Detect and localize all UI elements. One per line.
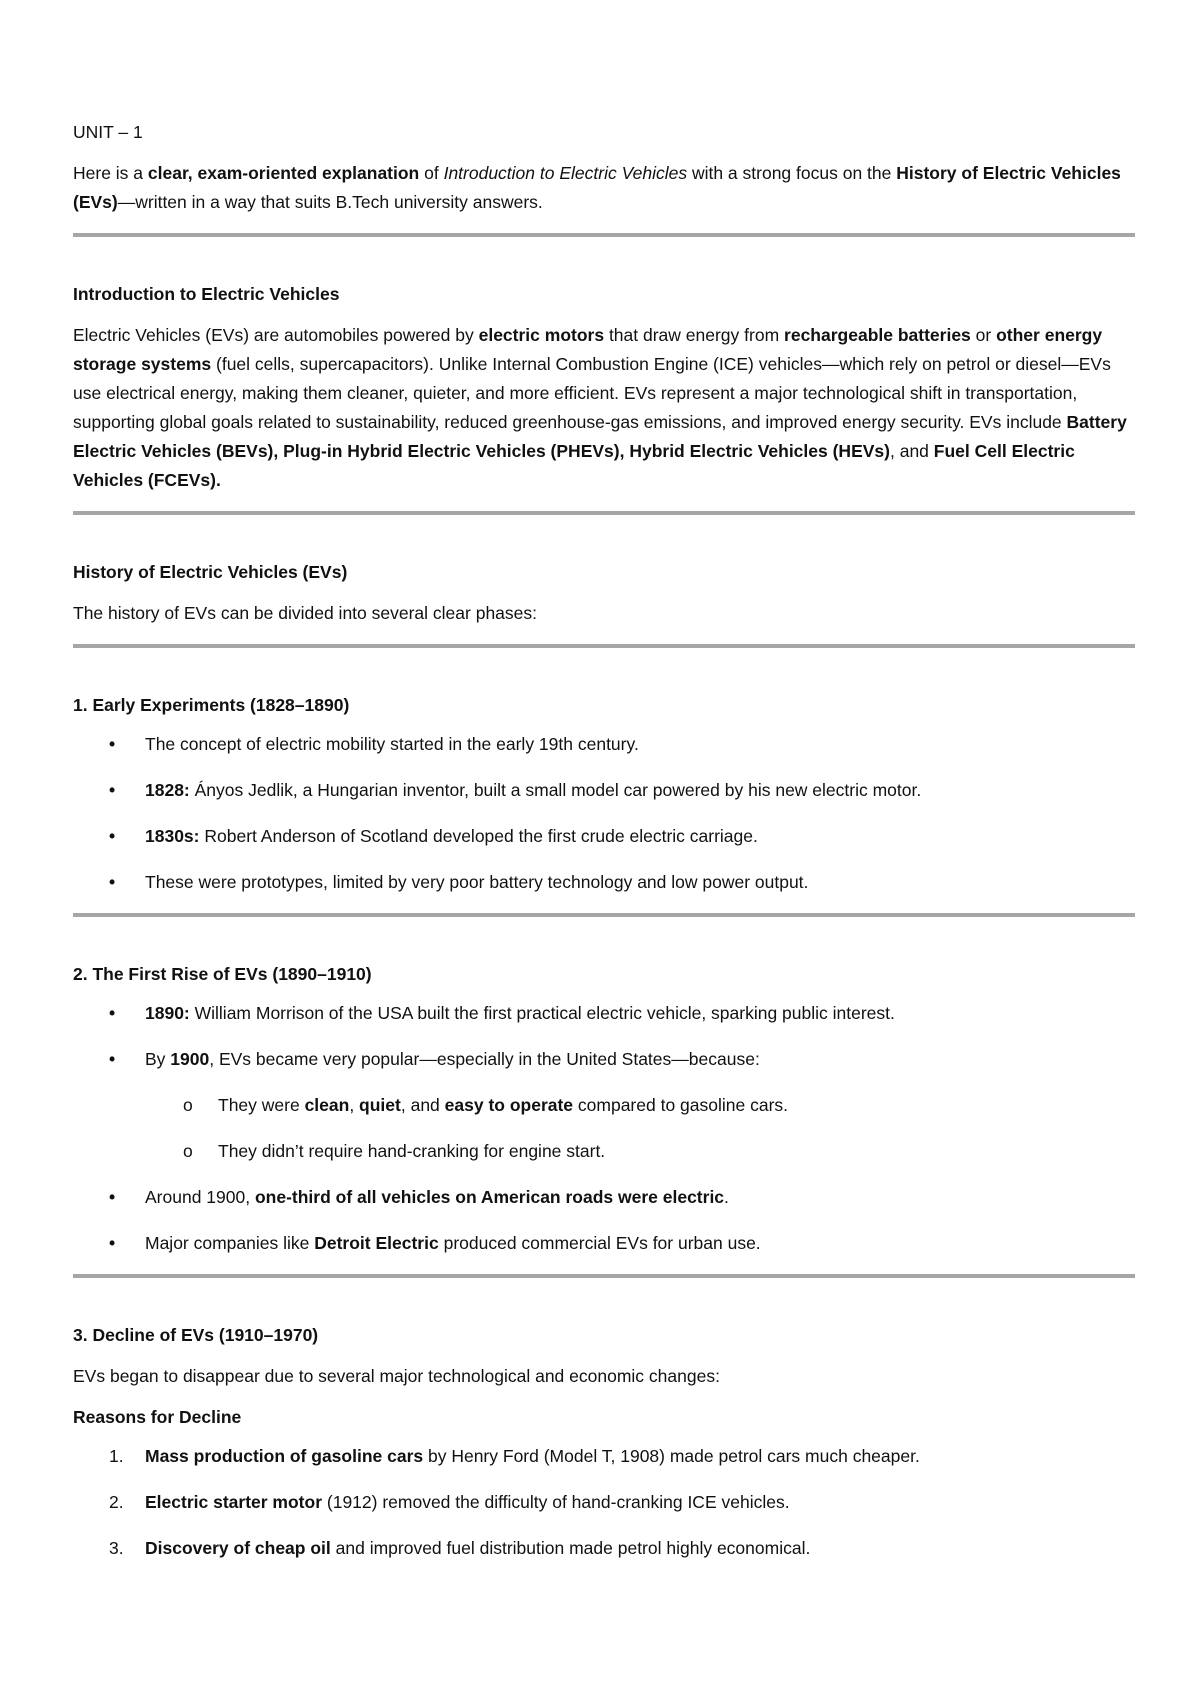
reasons-heading: Reasons for Decline	[73, 1407, 242, 1427]
history-intro-text: The history of EVs can be divided into several clear phases:	[73, 603, 537, 623]
list-item: • These were prototypes, limited by very poor battery technology and low power output.	[73, 868, 1132, 897]
phase2-heading: 2. The First Rise of EVs (1890–1910)	[73, 964, 372, 984]
divider	[73, 1274, 1135, 1278]
sub-bullet-icon: o	[183, 1095, 193, 1115]
reasons-list	[73, 1442, 1132, 1563]
bullet-icon: •	[109, 1003, 116, 1023]
unit-label: UNIT – 1	[73, 122, 143, 142]
divider	[73, 644, 1135, 648]
bullet-icon: •	[109, 1187, 116, 1207]
list-item: 3. Discovery of cheap oil and improved fuel distribution made petrol highly economical.	[73, 1534, 1132, 1563]
list-number: 3.	[109, 1538, 124, 1558]
divider	[73, 913, 1135, 917]
bullet-icon: •	[109, 1233, 116, 1253]
bullet-icon: •	[109, 1049, 116, 1069]
phase2-list	[73, 999, 1132, 1258]
divider	[73, 233, 1135, 237]
list-item: • By 1900, EVs became very popular—especially in the United States—because:	[73, 1045, 1132, 1074]
section-heading-introduction: Introduction to Electric Vehicles	[73, 284, 340, 304]
sub-bullet-icon: o	[183, 1141, 193, 1161]
list-item: • The concept of electric mobility started in the early 19th century.	[73, 730, 1132, 759]
phase3-text: EVs began to disappear due to several major technological and economic changes:	[73, 1366, 720, 1386]
bullet-icon: •	[109, 872, 116, 892]
phase1-list	[73, 730, 1132, 897]
list-item: • Major companies like Detroit Electric produced commercial EVs for urban use.	[73, 1229, 1132, 1258]
bullet-icon: •	[109, 826, 116, 846]
list-item: • 1830s: Robert Anderson of Scotland developed the first crude electric carriage.	[73, 822, 1132, 851]
sub-list-item: o They didn’t require hand-cranking for engine start.	[73, 1137, 1132, 1166]
intro-paragraph: Here is a clear, exam-oriented explanation of Introduction to Electric Vehicles with a strong focus on the History of Electric Vehicles (EVs)—written in a way that suits B.Tech university answers.	[73, 163, 1121, 212]
bullet-icon: •	[109, 780, 116, 800]
list-item: • 1890: William Morrison of the USA built the first practical electric vehicle, sparking public interest.	[73, 999, 1132, 1028]
phase3-heading: 3. Decline of EVs (1910–1970)	[73, 1325, 319, 1345]
list-item: • 1828: Ányos Jedlik, a Hungarian inventor, built a small model car powered by his new electric motor.	[73, 776, 1132, 805]
introduction-paragraph: Electric Vehicles (EVs) are automobiles powered by electric motors that draw energy from rechargeable batteries or other energy storage systems (fuel cells, supercapacitors). Unlike Internal Combustion Engine (ICE) vehicles—which rely on petrol or diesel—EVs use electrical energy, making them cleaner, quieter, and more efficient. EVs represent a major technological shift in transportation, supporting global goals related to sustainability, reduced greenhouse-gas emissions, and improved energy security. EVs include Battery Electric Vehicles (BEVs), Plug-in Hybrid Electric Vehicles (PHEVs), Hybrid Electric Vehicles (HEVs), and Fuel Cell Electric Vehicles (FCEVs).	[73, 325, 1127, 490]
list-number: 1.	[109, 1446, 124, 1466]
bullet-icon: •	[109, 734, 116, 754]
list-item: 2. Electric starter motor (1912) removed the difficulty of hand-cranking ICE vehicles.	[73, 1488, 1132, 1517]
list-number: 2.	[109, 1492, 124, 1512]
section-heading-history: History of Electric Vehicles (EVs)	[73, 562, 348, 582]
divider	[73, 511, 1135, 515]
list-item: 1. Mass production of gasoline cars by Henry Ford (Model T, 1908) made petrol cars much cheaper.	[73, 1442, 1132, 1471]
sub-list-item: o They were clean, quiet, and easy to operate compared to gasoline cars.	[73, 1091, 1132, 1120]
phase1-heading: 1. Early Experiments (1828–1890)	[73, 695, 350, 715]
list-item: • Around 1900, one-third of all vehicles on American roads were electric.	[73, 1183, 1132, 1212]
